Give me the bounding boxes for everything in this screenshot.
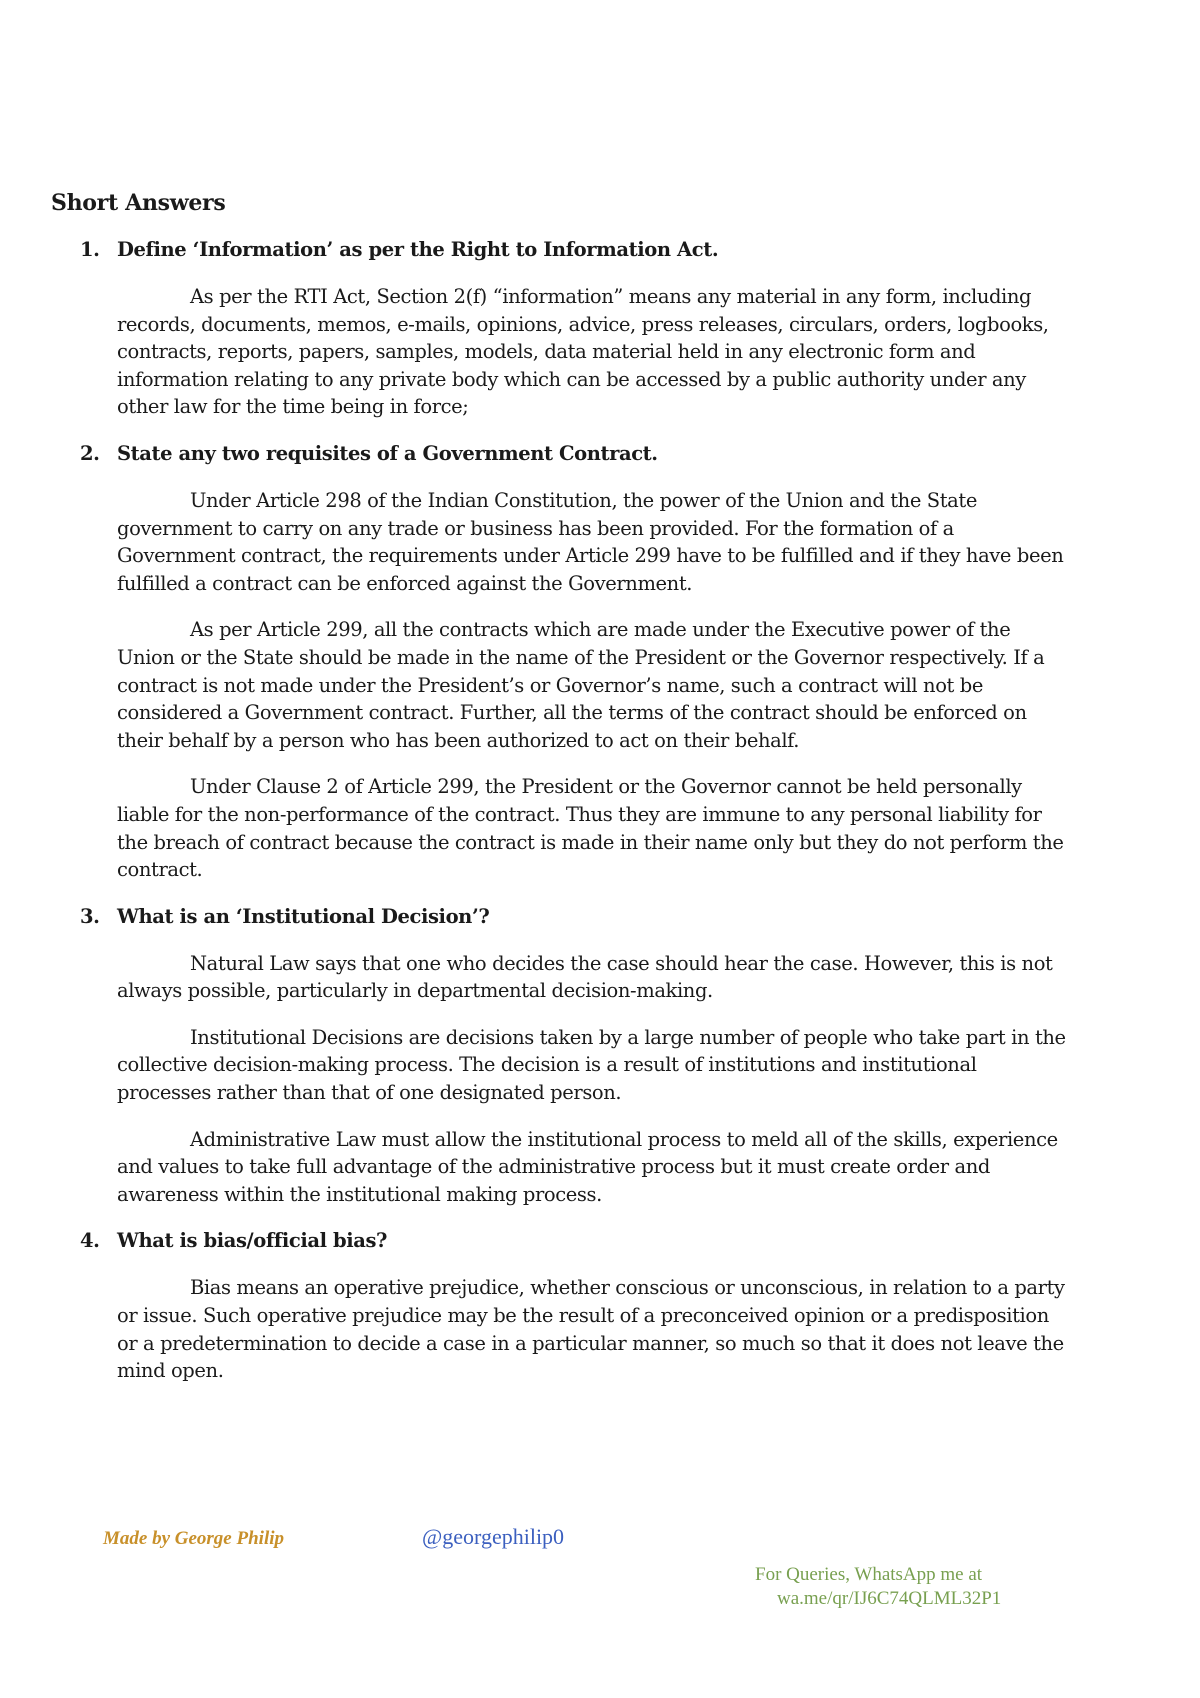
question-4 (0, 1227, 1200, 1384)
question-1 (0, 236, 1200, 421)
answer-paragraph: Institutional Decisions are decisions taken by a large number of people who take part in the collective decision-making process. The decision is a result of institutions and institutional processes rather than that of one designated person. (117, 1025, 1066, 1105)
answer-paragraph: Under Article 298 of the Indian Constitution, the power of the Union and the State government to carry on any trade or business has been provided. For the formation of a Government contract, the requirements under Article 299 have to be fulfilled and if they have been fulfilled a contract can be enforced against the Government. (117, 488, 1064, 595)
question-3 (0, 903, 1200, 1209)
questions-list (0, 236, 1200, 1404)
footer-handle-link[interactable]: @georgephilip0 (422, 1524, 565, 1549)
answer-paragraph: Administrative Law must allow the institutional process to meld all of the skills, experience and values to take full advantage of the administrative process but it must create order and awareness within the institutional making process. (117, 1127, 1058, 1206)
question-text: State any two requisites of a Government Contract. (117, 441, 658, 465)
footer-whatsapp-link[interactable]: wa.me/qr/IJ6C74QLML32P1 (777, 1588, 1002, 1609)
question-number: 3. (80, 904, 100, 928)
answer-paragraph: As per Article 299, all the contracts which are made under the Executive power of the Union or the State should be made in the name of the President or the Governor respectively. If a contract is not made under the President’s or Governor’s name, such a contract will not be considered a Government contract. Further, all the terms of the contract should be enforced on their behalf by a person who has been authorized to act on their behalf. (117, 618, 1045, 752)
answer-paragraph: Natural Law says that one who decides the case should hear the case. However, this is not always possible, particularly in departmental decision-making. (117, 951, 1053, 1003)
question-text: What is bias/official bias? (117, 1229, 388, 1253)
question-number: 2. (80, 441, 100, 465)
question-heading (0, 236, 1200, 264)
answer-paragraph: As per the RTI Act, Section 2(f) “information” means any material in any form, including records, documents, memos, e-mails, opinions, advice, press releases, circulars, orders, logbooks, contracts, reports, papers, samples, models, data material held in any electronic form and information relating to any private body which can be accessed by a public authority under any other law for the time being in force; (117, 285, 1049, 419)
answer-paragraph: Under Clause 2 of Article 299, the President or the Governor cannot be held personally liable for the non-performance of the contract. Thus they are immune to any personal liability for the breach of contract because the contract is made in their name only but they do not perform the contract. (117, 775, 1064, 882)
question-heading (0, 1227, 1200, 1255)
question-text: What is an ‘Institutional Decision’? (117, 904, 490, 928)
page-title: Short Answers (51, 190, 226, 216)
answer-paragraph: Bias means an operative prejudice, whether conscious or unconscious, in relation to a party or issue. Such operative prejudice may be the result of a preconceived opinion or a predisposition or a predetermination to decide a case in a particular manner, so much so that it does not leave the mind open. (117, 1276, 1065, 1383)
footer-author: Made by George Philip (103, 1528, 285, 1549)
question-number: 4. (80, 1229, 100, 1253)
question-2 (0, 440, 1200, 884)
question-heading (0, 440, 1200, 468)
question-text: Define ‘Information’ as per the Right to Information Act. (117, 238, 719, 261)
question-heading (0, 903, 1200, 931)
footer-query-text: For Queries, WhatsApp me at (755, 1564, 983, 1585)
question-number: 1. (80, 238, 100, 261)
